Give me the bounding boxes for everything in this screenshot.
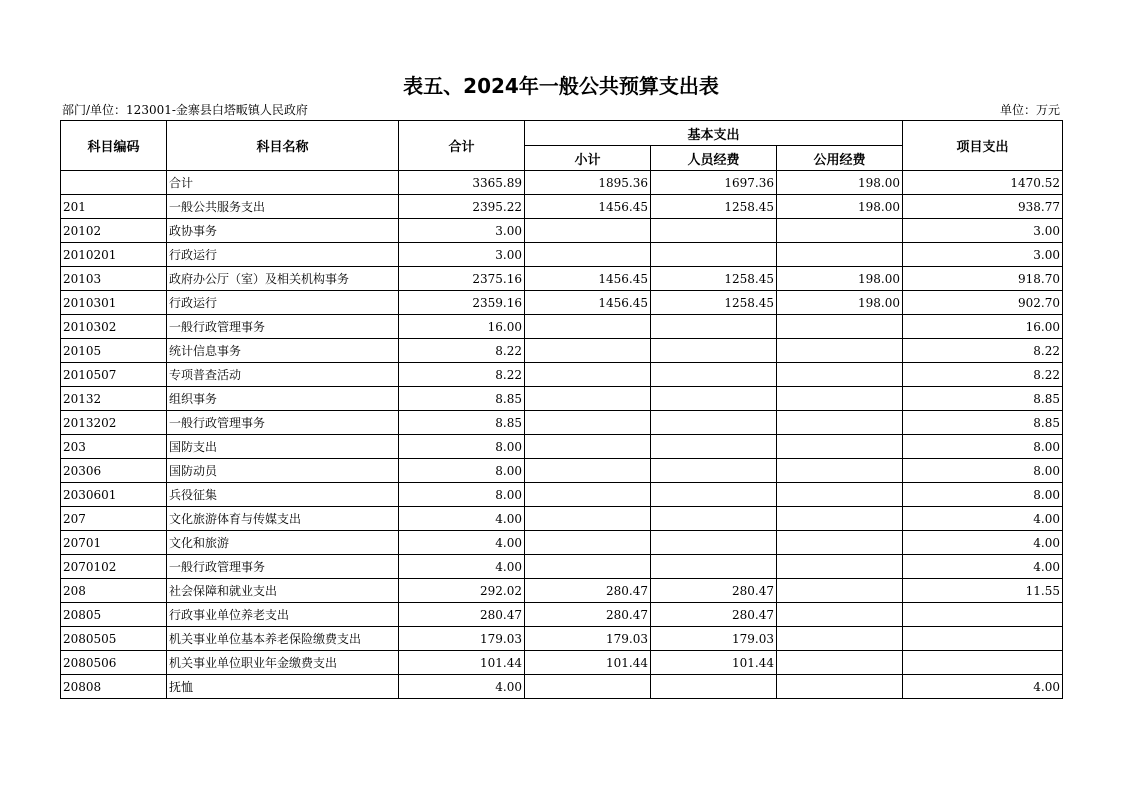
cell-code: 20805 [61, 603, 167, 627]
cell-personnel: 1258.45 [651, 195, 777, 219]
cell-name: 一般行政管理事务 [167, 315, 399, 339]
cell-personnel [651, 507, 777, 531]
cell-personnel [651, 363, 777, 387]
cell-code: 2010507 [61, 363, 167, 387]
cell-personnel [651, 315, 777, 339]
cell-total: 8.00 [399, 459, 525, 483]
cell-project: 918.70 [903, 267, 1063, 291]
cell-subtotal [525, 675, 651, 699]
cell-project: 4.00 [903, 507, 1063, 531]
cell-project: 4.00 [903, 555, 1063, 579]
table-row [61, 243, 1063, 267]
cell-code: 2010302 [61, 315, 167, 339]
cell-project: 938.77 [903, 195, 1063, 219]
table-row [61, 435, 1063, 459]
cell-subtotal [525, 363, 651, 387]
cell-public [777, 675, 903, 699]
cell-project [903, 603, 1063, 627]
table-row [61, 387, 1063, 411]
cell-code: 20701 [61, 531, 167, 555]
cell-subtotal [525, 243, 651, 267]
table-row [61, 579, 1063, 603]
cell-total: 4.00 [399, 675, 525, 699]
cell-personnel [651, 435, 777, 459]
header-name: 科目名称 [167, 121, 399, 171]
cell-public [777, 603, 903, 627]
cell-subtotal: 280.47 [525, 603, 651, 627]
table-row [61, 267, 1063, 291]
cell-name: 兵役征集 [167, 483, 399, 507]
cell-subtotal [525, 483, 651, 507]
cell-personnel: 1258.45 [651, 267, 777, 291]
table-row [61, 603, 1063, 627]
cell-code: 20808 [61, 675, 167, 699]
header-code: 科目编码 [61, 121, 167, 171]
cell-code: 20102 [61, 219, 167, 243]
cell-code: 2030601 [61, 483, 167, 507]
table-row [61, 411, 1063, 435]
cell-subtotal [525, 339, 651, 363]
table-row [61, 171, 1063, 195]
cell-code: 20105 [61, 339, 167, 363]
cell-personnel [651, 411, 777, 435]
table-row [61, 219, 1063, 243]
cell-public [777, 411, 903, 435]
cell-code: 201 [61, 195, 167, 219]
cell-total: 2375.16 [399, 267, 525, 291]
cell-total: 101.44 [399, 651, 525, 675]
cell-project: 16.00 [903, 315, 1063, 339]
cell-subtotal [525, 219, 651, 243]
cell-project: 8.85 [903, 411, 1063, 435]
cell-code: 20306 [61, 459, 167, 483]
cell-project: 11.55 [903, 579, 1063, 603]
page-title: 表五、2024年一般公共预算支出表 [403, 74, 719, 98]
cell-name: 文化旅游体育与传媒支出 [167, 507, 399, 531]
cell-project: 8.00 [903, 459, 1063, 483]
cell-total: 8.22 [399, 339, 525, 363]
cell-project: 1470.52 [903, 171, 1063, 195]
cell-code: 207 [61, 507, 167, 531]
cell-project: 8.22 [903, 363, 1063, 387]
cell-subtotal [525, 555, 651, 579]
cell-project: 4.00 [903, 531, 1063, 555]
cell-project: 8.00 [903, 435, 1063, 459]
cell-personnel [651, 339, 777, 363]
table-row [61, 195, 1063, 219]
cell-public [777, 387, 903, 411]
cell-subtotal: 1456.45 [525, 195, 651, 219]
table-row [61, 363, 1063, 387]
cell-total: 8.85 [399, 411, 525, 435]
cell-code: 208 [61, 579, 167, 603]
cell-total: 4.00 [399, 531, 525, 555]
cell-name: 政府办公厅（室）及相关机构事务 [167, 267, 399, 291]
cell-name: 一般公共服务支出 [167, 195, 399, 219]
cell-project [903, 651, 1063, 675]
cell-name: 国防动员 [167, 459, 399, 483]
cell-public [777, 243, 903, 267]
cell-name: 政协事务 [167, 219, 399, 243]
table-row [61, 459, 1063, 483]
table-row [61, 507, 1063, 531]
cell-subtotal [525, 387, 651, 411]
header-personnel: 人员经费 [651, 146, 777, 171]
cell-code: 2010301 [61, 291, 167, 315]
cell-public: 198.00 [777, 291, 903, 315]
department-label: 部门/单位：123001-金寨县白塔畈镇人民政府 [62, 103, 308, 117]
cell-personnel: 1258.45 [651, 291, 777, 315]
cell-personnel: 280.47 [651, 579, 777, 603]
cell-public: 198.00 [777, 195, 903, 219]
cell-public [777, 651, 903, 675]
table-row [61, 651, 1063, 675]
table-row [61, 291, 1063, 315]
table-row [61, 531, 1063, 555]
cell-project: 3.00 [903, 243, 1063, 267]
cell-public [777, 339, 903, 363]
cell-public [777, 531, 903, 555]
cell-code [61, 171, 167, 195]
cell-name: 国防支出 [167, 435, 399, 459]
cell-code: 2080506 [61, 651, 167, 675]
cell-total: 2395.22 [399, 195, 525, 219]
cell-total: 4.00 [399, 507, 525, 531]
cell-name: 机关事业单位基本养老保险缴费支出 [167, 627, 399, 651]
table-row [61, 675, 1063, 699]
cell-personnel: 1697.36 [651, 171, 777, 195]
cell-project [903, 627, 1063, 651]
cell-public: 198.00 [777, 267, 903, 291]
cell-personnel: 179.03 [651, 627, 777, 651]
table-row [61, 483, 1063, 507]
header-total: 合计 [399, 121, 525, 171]
table-row [61, 339, 1063, 363]
cell-project: 8.22 [903, 339, 1063, 363]
cell-personnel [651, 675, 777, 699]
cell-project: 4.00 [903, 675, 1063, 699]
header-public: 公用经费 [777, 146, 903, 171]
cell-subtotal [525, 315, 651, 339]
cell-name: 专项普查活动 [167, 363, 399, 387]
cell-public [777, 555, 903, 579]
cell-total: 4.00 [399, 555, 525, 579]
cell-name: 文化和旅游 [167, 531, 399, 555]
cell-name: 合计 [167, 171, 399, 195]
cell-project: 8.00 [903, 483, 1063, 507]
cell-subtotal [525, 411, 651, 435]
cell-code: 2080505 [61, 627, 167, 651]
cell-total: 8.00 [399, 483, 525, 507]
cell-project: 8.85 [903, 387, 1063, 411]
cell-subtotal [525, 531, 651, 555]
cell-public [777, 459, 903, 483]
cell-personnel: 280.47 [651, 603, 777, 627]
cell-total: 3.00 [399, 243, 525, 267]
cell-public [777, 483, 903, 507]
table-row [61, 555, 1063, 579]
cell-total: 2359.16 [399, 291, 525, 315]
cell-name: 抚恤 [167, 675, 399, 699]
cell-personnel [651, 459, 777, 483]
cell-public [777, 315, 903, 339]
cell-code: 203 [61, 435, 167, 459]
table-row [61, 627, 1063, 651]
cell-code: 20132 [61, 387, 167, 411]
cell-name: 机关事业单位职业年金缴费支出 [167, 651, 399, 675]
cell-personnel [651, 387, 777, 411]
cell-total: 8.22 [399, 363, 525, 387]
cell-total: 8.00 [399, 435, 525, 459]
cell-code: 2070102 [61, 555, 167, 579]
cell-name: 行政事业单位养老支出 [167, 603, 399, 627]
table-body [61, 171, 1063, 699]
cell-project: 902.70 [903, 291, 1063, 315]
cell-subtotal [525, 459, 651, 483]
cell-name: 一般行政管理事务 [167, 411, 399, 435]
cell-public: 198.00 [777, 171, 903, 195]
cell-personnel [651, 555, 777, 579]
cell-subtotal [525, 507, 651, 531]
cell-name: 行政运行 [167, 243, 399, 267]
cell-total: 280.47 [399, 603, 525, 627]
cell-public [777, 507, 903, 531]
cell-code: 2013202 [61, 411, 167, 435]
cell-personnel [651, 531, 777, 555]
table-row [61, 315, 1063, 339]
cell-personnel: 101.44 [651, 651, 777, 675]
cell-subtotal: 1895.36 [525, 171, 651, 195]
cell-public [777, 627, 903, 651]
cell-project: 3.00 [903, 219, 1063, 243]
cell-public [777, 363, 903, 387]
cell-personnel [651, 483, 777, 507]
cell-subtotal [525, 435, 651, 459]
cell-subtotal: 1456.45 [525, 291, 651, 315]
cell-personnel [651, 243, 777, 267]
cell-subtotal: 179.03 [525, 627, 651, 651]
cell-public [777, 219, 903, 243]
cell-subtotal: 101.44 [525, 651, 651, 675]
cell-total: 3.00 [399, 219, 525, 243]
cell-personnel [651, 219, 777, 243]
cell-total: 8.85 [399, 387, 525, 411]
cell-name: 组织事务 [167, 387, 399, 411]
cell-name: 一般行政管理事务 [167, 555, 399, 579]
cell-name: 行政运行 [167, 291, 399, 315]
cell-name: 社会保障和就业支出 [167, 579, 399, 603]
cell-public [777, 435, 903, 459]
header-basic: 基本支出 [525, 121, 903, 146]
cell-subtotal: 1456.45 [525, 267, 651, 291]
unit-label: 单位：万元 [999, 103, 1060, 117]
cell-total: 16.00 [399, 315, 525, 339]
cell-code: 20103 [61, 267, 167, 291]
cell-total: 3365.89 [399, 171, 525, 195]
header-subtotal: 小计 [525, 146, 651, 171]
header-project: 项目支出 [903, 121, 1063, 171]
cell-code: 2010201 [61, 243, 167, 267]
cell-total: 179.03 [399, 627, 525, 651]
cell-name: 统计信息事务 [167, 339, 399, 363]
cell-subtotal: 280.47 [525, 579, 651, 603]
budget-table [60, 120, 1063, 699]
cell-public [777, 579, 903, 603]
cell-total: 292.02 [399, 579, 525, 603]
